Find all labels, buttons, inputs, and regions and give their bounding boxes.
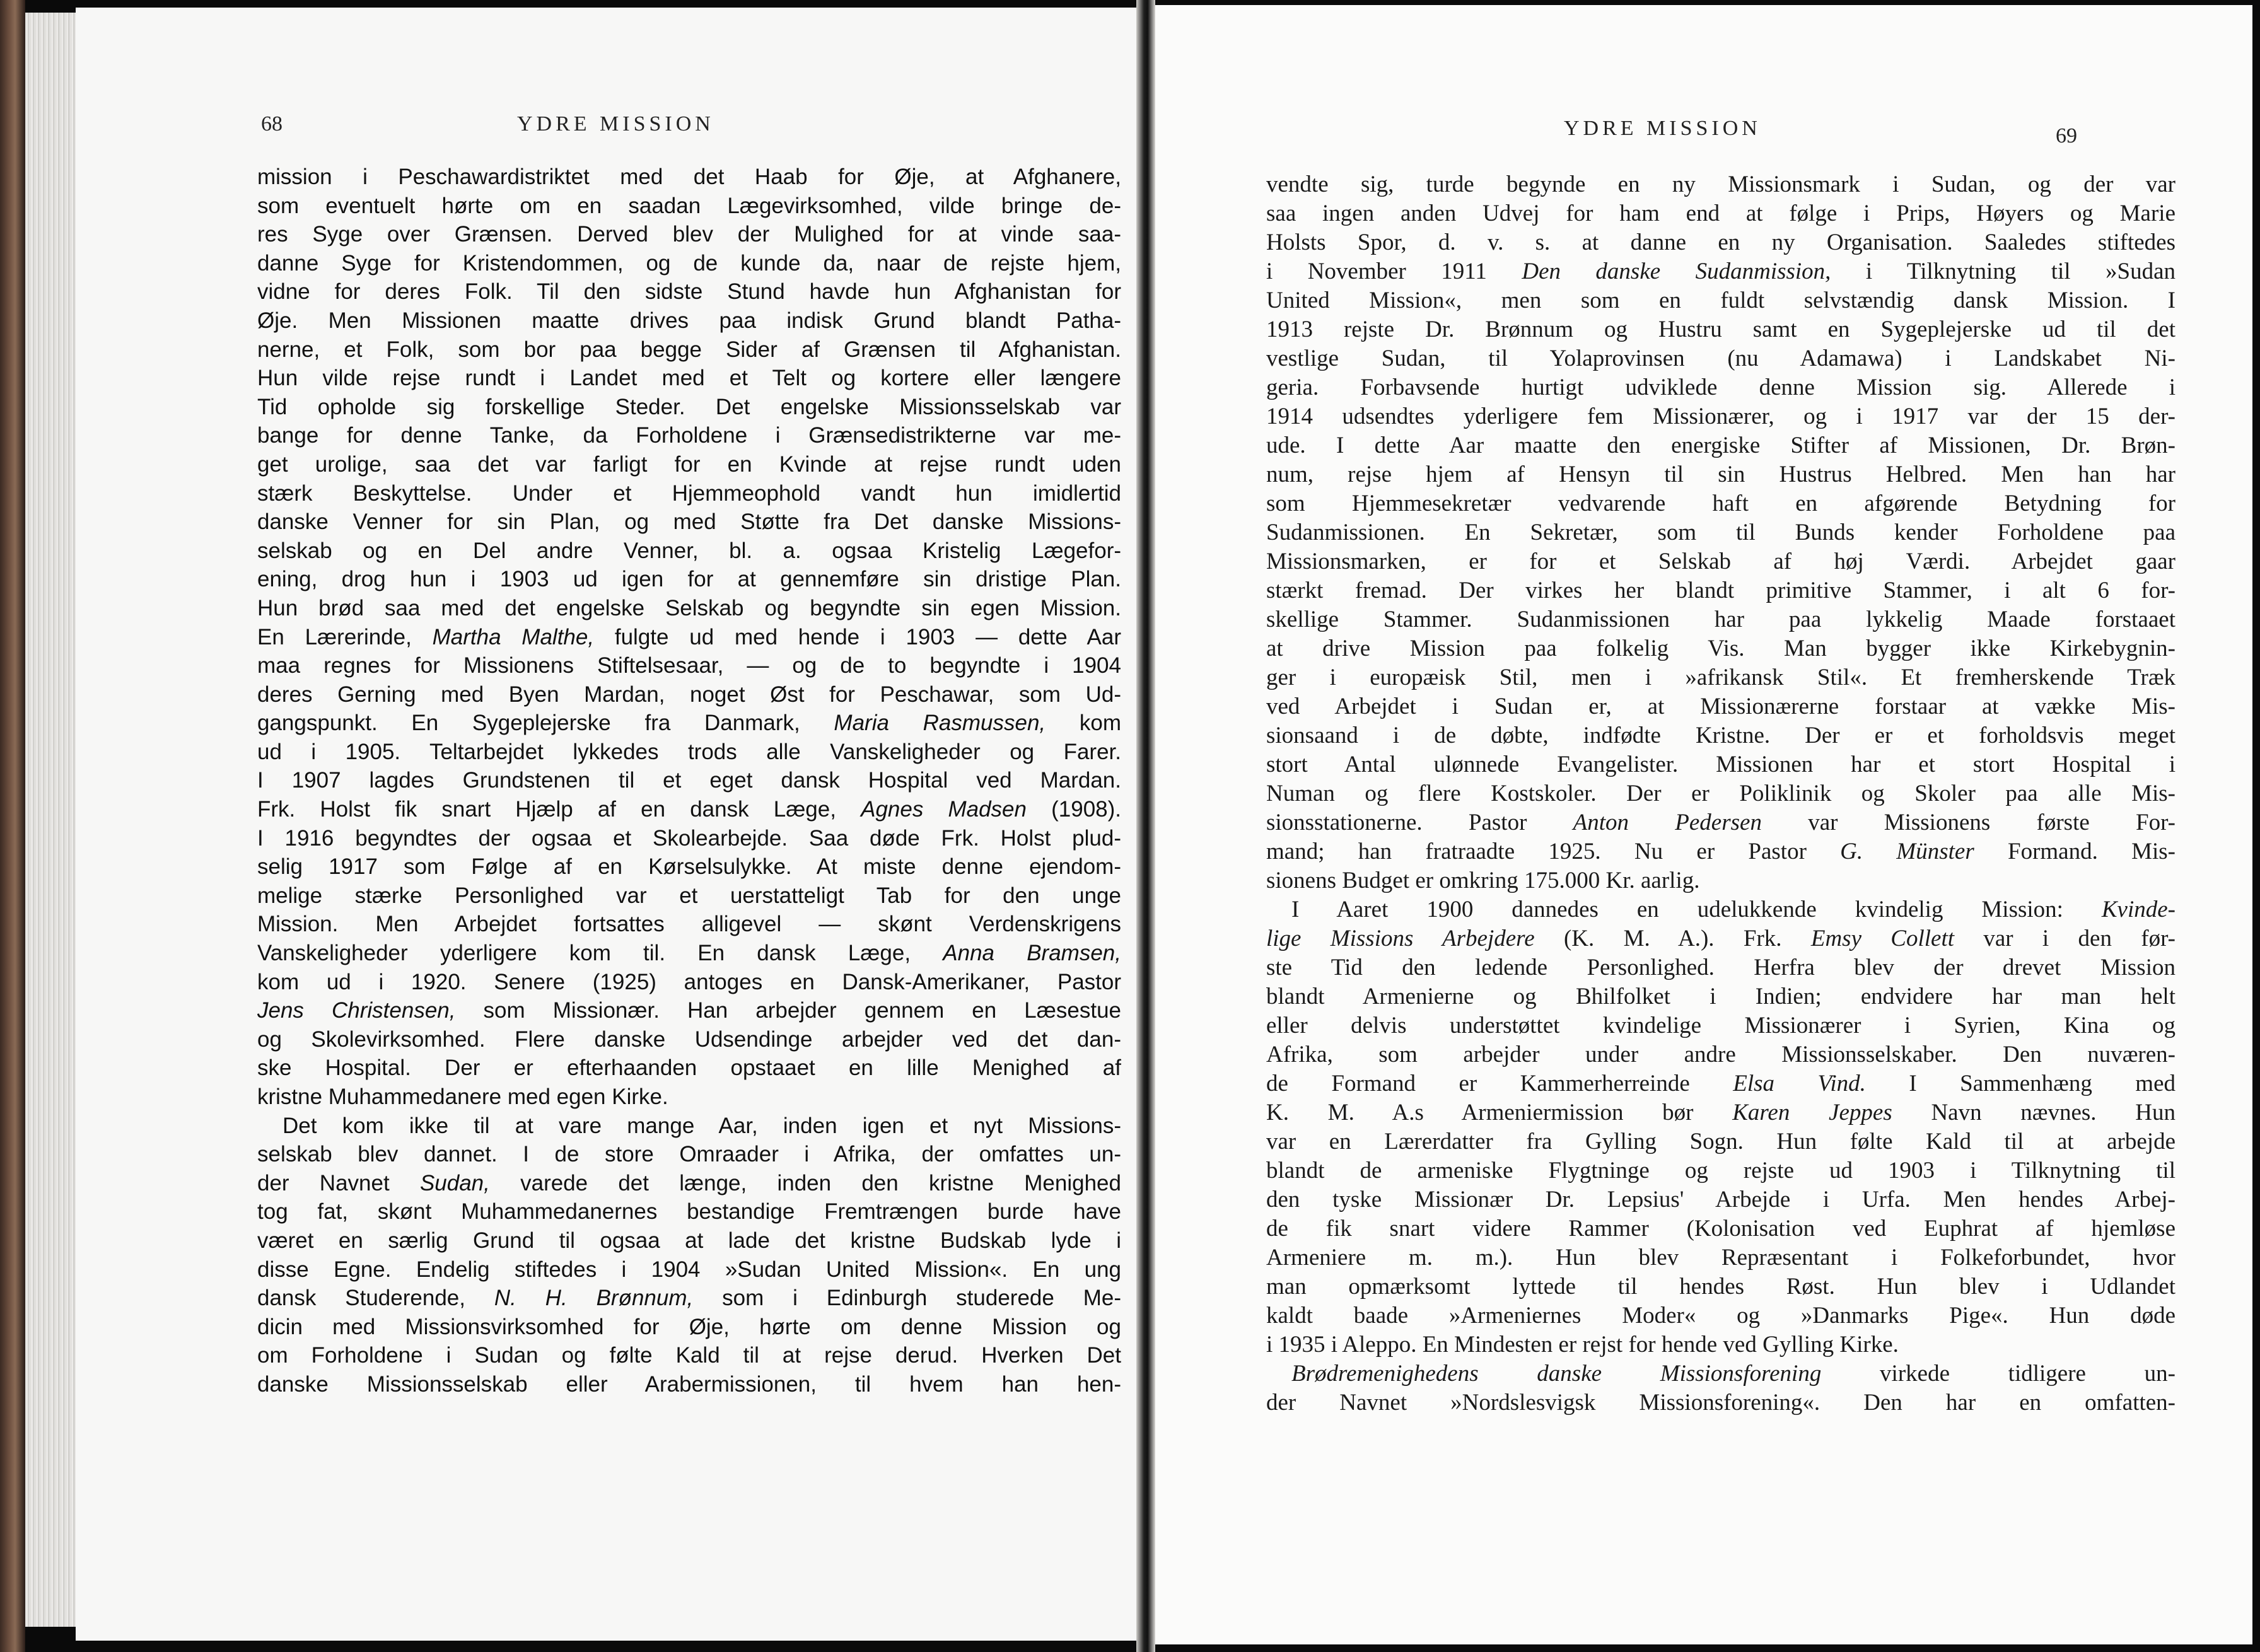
text-run: maa regnes for Missionens Stiftelsesaar, — og de to begyndte i 1904 (257, 653, 1121, 678)
text-run: En Lærerinde, (257, 624, 433, 649)
text-run: vestlige Sudan, til Yolaprovinsen (nu Adamawa) i Landskabet Ni- (1266, 346, 2176, 371)
italic-name: Kvinde- (2101, 897, 2176, 922)
text-run: I Aaret 1900 dannedes en udelukkende kvindelig Mission: (1291, 897, 2102, 922)
text-run: Missionsmarken, er for et Selskab af høj Værdi. Arbejdet gaar (1266, 549, 2176, 574)
text-run: vendte sig, turde begynde en ny Missionsmark i Sudan, og der var (1266, 172, 2176, 197)
text-run: Hun brød saa med det engelske Selskab og begyndte sin egen Mission. (257, 595, 1121, 620)
text-run: Tid opholde sig forskellige Steder. Det engelske Missionsselskab var (257, 394, 1121, 419)
text-run: nerne, et Folk, som bor paa begge Sider af Grænsen til Afghanistan. (257, 337, 1121, 362)
text-run: num, rejse hjem af Hensyn til sin Hustrus Helbred. Men han har (1266, 462, 2176, 487)
text-run: deres Gerning med Byen Mardan, noget Øst for Peschawar, som Ud- (257, 682, 1121, 707)
text-run: varede det længe, inden den kristne Menighed (489, 1170, 1121, 1195)
text-line (1266, 1185, 2176, 1214)
running-title: YDRE MISSION (517, 112, 714, 136)
text-run: kaldt baade »Armeniernes Moder« og »Danmarks Pige«. Hun døde (1266, 1303, 2176, 1329)
text-line (1266, 1388, 2176, 1417)
italic-name: Brødremenighedens danske Missionsforening (1291, 1361, 1822, 1387)
text-run: Mission. Men Arbejdet fortsattes alligevel — skønt Verdenskrigens (257, 912, 1121, 937)
text-run: selskab og en Del andre Venner, bl. a. ogsaa Kristelig Lægefor- (257, 538, 1121, 563)
text-line (257, 1083, 1121, 1112)
text-run: get urolige, saa det var farligt for en Kvinde at rejse rundt uden (257, 451, 1121, 477)
text-run: blandt Armenierne og Bhilfolket i Indien; endvidere har man helt (1266, 984, 2176, 1009)
text-run: ske Hospital. Der er efterhaanden opstaaet en lille Menighed af (257, 1056, 1121, 1081)
text-line (257, 824, 1121, 853)
text-run: stort Antal ulønnede Evangelister. Missionen har et stort Hospital i (1266, 752, 2176, 777)
text-run: var i den før- (1954, 926, 2176, 951)
text-line (1266, 547, 2176, 576)
text-run: den tyske Missionær Dr. Lepsius' Arbejde i Urfa. Men hendes Arbej- (1266, 1187, 2176, 1213)
italic-name: Elsa Vind. (1733, 1071, 1866, 1096)
italic-name: Maria Rasmussen, (834, 711, 1046, 736)
text-line (1266, 1156, 2176, 1185)
text-run: i 1935 i Aleppo. En Mindesten er rejst for hende ved Gylling Kirke. (1266, 1332, 1899, 1358)
text-run: stærk Beskyttelse. Under et Hjemmeophold vandt hun imidlertid (257, 480, 1121, 506)
text-run: Øje. Men Missionen maatte drives paa indisk Grund blandt Patha- (257, 308, 1121, 333)
text-run: kristne Muhammedanere med egen Kirke. (257, 1085, 668, 1109)
text-line (257, 795, 1121, 824)
text-run: Navn nævnes. Hun (1892, 1100, 2176, 1126)
text-line (1266, 460, 2176, 489)
text-line (1266, 924, 2176, 953)
text-line (257, 163, 1121, 192)
text-run: de Formand er Kammerherreinde (1266, 1071, 1733, 1096)
text-run: som Missionær. Han arbejder gennem en Læsestue (455, 998, 1121, 1023)
text-line (1266, 257, 2176, 286)
text-line (1266, 779, 2176, 808)
text-run: res Syge over Grænsen. Derved blev der Mulighed for at vinde saa- (257, 222, 1121, 247)
text-run: danske Missionsselskab eller Arabermissionen, til hvem han hen- (257, 1371, 1121, 1397)
text-line (1266, 402, 2176, 431)
text-line (1266, 750, 2176, 779)
text-run: i Tilknytning til »Sudan (1831, 259, 2176, 284)
text-line (257, 709, 1121, 738)
text-run: kom (1046, 711, 1121, 736)
text-line (1266, 663, 2176, 692)
running-title: YDRE MISSION (1564, 117, 1761, 140)
page-stack (25, 13, 76, 1627)
text-run: Afrika, som arbejder under andre Missionsselskaber. Den nuværen- (1266, 1042, 2176, 1067)
text-line (257, 306, 1121, 335)
italic-name: Sudan, (419, 1170, 490, 1195)
text-run: Holsts Spor, d. v. s. at danne en ny Organisation. Saaledes stiftedes (1266, 230, 2176, 255)
text-line (1266, 808, 2176, 837)
text-run: dicin med Missionsvirksomhed for Øje, hørte om denne Mission og (257, 1314, 1121, 1339)
page-number: 69 (2056, 124, 2077, 148)
text-line (1266, 373, 2176, 402)
text-run: var Missionens første For- (1761, 810, 2176, 835)
text-run: kom ud i 1920. Senere (1925) antoges en Dansk-Amerikaner, Pastor (257, 969, 1121, 994)
text-line (257, 249, 1121, 278)
text-run: bange for denne Tanke, da Forholdene i Grænsedistrikterne var me- (257, 423, 1121, 448)
text-run: ening, drog hun i 1903 ud igen for at gennemføre sin dristige Plan. (257, 567, 1121, 592)
text-run: (1908). (1026, 797, 1121, 822)
text-line (257, 680, 1121, 709)
text-line (1266, 170, 2176, 199)
text-run: i November 1911 (1266, 259, 1522, 284)
text-run: ger i europæisk Stil, men i »afrikansk Stil«. Et fremherskende Træk (1266, 665, 2176, 690)
text-run: og Skolevirksomhed. Flere danske Udsendinge arbejder ved det dan- (257, 1027, 1121, 1052)
text-line (257, 738, 1121, 767)
text-run: mission i Peschawardistriktet med det Haab for Øje, at Afghanere, (257, 165, 1121, 189)
text-line (257, 939, 1121, 968)
text-line (257, 479, 1121, 508)
text-line (1266, 576, 2176, 605)
text-run: I 1916 begyndtes der ogsaa et Skolearbejde. Saa døde Frk. Holst plud- (257, 825, 1121, 851)
text-line (1266, 1011, 2176, 1040)
body-text (1266, 170, 2176, 1417)
text-line (257, 508, 1121, 537)
text-line (257, 881, 1121, 910)
text-line (257, 910, 1121, 939)
text-line (1266, 982, 2176, 1011)
text-line (1266, 1272, 2176, 1301)
text-line (257, 1284, 1121, 1313)
text-run: som i Edinburgh studerede Me- (693, 1286, 1121, 1311)
text-run: selig 1917 som Følge af en Kørselsulykke. At miste denne ejendom- (257, 854, 1121, 880)
text-run: Hun vilde rejse rundt i Landet med et Telt og kortere eller længere (257, 366, 1121, 391)
italic-name: Karen Jeppes (1732, 1100, 1892, 1126)
text-run: K. M. A.s Armeniermission bør (1266, 1100, 1733, 1126)
italic-name: Martha Malthe, (432, 624, 595, 649)
text-run: sionsaand i de døbte, indfødte Kristne. Der er et forholdsvis meget (1266, 723, 2176, 748)
text-run: om Forholdene i Sudan og følte Kald til at rejse derud. Hverken Det (257, 1343, 1121, 1368)
text-line (1266, 1330, 2176, 1359)
text-line (257, 1169, 1121, 1198)
text-line (257, 651, 1121, 680)
italic-name: N. H. Brønnum, (494, 1286, 694, 1311)
text-line (257, 594, 1121, 623)
text-line (257, 1112, 1121, 1141)
text-line (257, 1197, 1121, 1226)
text-line (257, 393, 1121, 422)
text-run: ved Arbejdet i Sudan er, at Missionærerne forstaar at vække Mis- (1266, 694, 2176, 719)
text-run: virkede tidligere un- (1821, 1361, 2176, 1387)
text-line (257, 1140, 1121, 1169)
text-line (257, 968, 1121, 997)
text-run: danske Venner for sin Plan, og med Støtte fra Det danske Missions- (257, 509, 1121, 535)
text-run: Det kom ikke til at vare mange Aar, inden igen et nyt Missions- (282, 1113, 1121, 1138)
text-line (1266, 1243, 2176, 1272)
text-run: danne Syge for Kristendommen, og de kunde da, naar de rejste hjem, (257, 250, 1121, 276)
text-run: ud i 1905. Teltarbejdet lykkedes trods alle Vanskeligheder og Farer. (257, 739, 1121, 764)
text-line (1266, 199, 2176, 228)
text-run: der Navnet »Nordslesvigsk Missionsforening«. Den har en omfatten- (1266, 1390, 2176, 1416)
text-run: fulgte ud med hende i 1903 — dette Aar (594, 624, 1121, 649)
text-line (1266, 1359, 2176, 1388)
text-line (257, 1054, 1121, 1083)
text-run: Vanskeligheder yderligere kom til. En dansk Læge, (257, 941, 943, 966)
text-run: man opmærksomt lyttede til hendes Røst. Hun blev i Udlandet (1266, 1274, 2176, 1300)
text-run: der Navnet (257, 1170, 420, 1195)
text-run: stærkt fremad. Der virkes her blandt primitive Stammer, i alt 6 for- (1266, 578, 2176, 603)
text-line (1266, 286, 2176, 315)
text-run: I Sammenhæng med (1865, 1071, 2176, 1096)
text-line (257, 1025, 1121, 1054)
text-run: Numan og flere Kostskoler. Der er Poliklinik og Skoler paa alle Mis- (1266, 781, 2176, 806)
text-run: United Mission«, men som en fuldt selvstændig dansk Mission. I (1266, 288, 2176, 313)
text-line (1266, 1301, 2176, 1330)
text-run: vidne for deres Folk. Til den sidste Stund havde hun Afghanistan for (257, 279, 1121, 305)
text-line (257, 1313, 1121, 1342)
text-line (1266, 721, 2176, 750)
text-run: ude. I dette Aar maatte den energiske Stifter af Missionen, Dr. Brøn- (1266, 433, 2176, 458)
text-line (257, 421, 1121, 450)
text-line (1266, 895, 2176, 924)
left-page (76, 8, 1136, 1641)
text-line (257, 1370, 1121, 1399)
text-run: melige stærke Personlighed var et uerstatteligt Tab for den unge (257, 883, 1121, 908)
text-run: sionsstationerne. Pastor (1266, 810, 1573, 835)
text-line (1266, 431, 2176, 460)
text-line (257, 335, 1121, 364)
text-run: saa ingen anden Udvej for ham end at følge i Prips, Høyers og Marie (1266, 201, 2176, 226)
text-run: selskab blev dannet. I de store Omraader i Afrika, der omfattes un- (257, 1142, 1121, 1167)
text-run: geria. Forbavsende hurtigt udviklede denne Mission sig. Allerede i (1266, 375, 2176, 400)
italic-name: Anton Pedersen (1573, 810, 1762, 835)
italic-name: Agnes Madsen (861, 797, 1027, 822)
text-run: disse Egne. Endelig stiftedes i 1904 »Sudan United Mission«. En ung (257, 1257, 1121, 1282)
text-line (1266, 1214, 2176, 1243)
text-run: eller delvis understøttet kvindelige Missionærer i Syrien, Kina og (1266, 1013, 2176, 1038)
text-run: været en særlig Grund til ogsaa at lade det kristne Budskab lyde i (257, 1228, 1121, 1253)
text-run: skellige Stammer. Sudanmissionen har paa lykkelig Maade forstaaet (1266, 607, 2176, 632)
text-line (1266, 605, 2176, 634)
text-line (1266, 1127, 2176, 1156)
text-line (1266, 228, 2176, 257)
italic-name: Jens Christensen, (257, 998, 456, 1023)
text-run: de fik snart videre Rammer (Kolonisation ved Euphrat af hjemløse (1266, 1216, 2176, 1242)
text-line (257, 1341, 1121, 1370)
italic-name: lige Missions Arbejdere (1266, 926, 1535, 951)
text-line (257, 537, 1121, 566)
text-line (1266, 315, 2176, 344)
text-run: tog fat, skønt Muhammedanernes bestandige Fremtrængen burde have (257, 1199, 1121, 1224)
text-line (257, 852, 1121, 881)
text-run: I 1907 lagdes Grundstenen til et eget dansk Hospital ved Mardan. (257, 768, 1121, 793)
text-run: Formand. Mis- (1974, 839, 2176, 864)
text-line (1266, 634, 2176, 663)
text-line (1266, 518, 2176, 547)
text-run: gangspunkt. En Sygeplejerske fra Danmark, (257, 711, 834, 736)
text-run: blandt de armeniske Flygtninge og rejste ud 1903 i Tilknytning til (1266, 1158, 2176, 1184)
text-line (257, 996, 1121, 1025)
text-line (257, 1255, 1121, 1284)
text-line (1266, 489, 2176, 518)
text-run: at drive Mission paa folkelig Vis. Man bygger ikke Kirkebygnin- (1266, 636, 2176, 661)
text-line (257, 192, 1121, 221)
text-run: dansk Studerende, (257, 1286, 494, 1311)
text-line (257, 220, 1121, 249)
text-run: mand; han fratraadte 1925. Nu er Pastor (1266, 839, 1841, 864)
text-run: 1914 udsendtes yderligere fem Missionærer, og i 1917 var der 15 der- (1266, 404, 2176, 429)
text-run: var en Lærerdatter fra Gylling Sogn. Hun følte Kald til at arbejde (1266, 1129, 2176, 1155)
text-run: 1913 rejste Dr. Brønnum og Hustru samt en Sygeplejerske ud til det (1266, 317, 2176, 342)
text-line (1266, 866, 2176, 895)
body-text (257, 163, 1121, 1399)
text-line (257, 364, 1121, 393)
text-line (257, 766, 1121, 795)
italic-name: Anna Bramsen, (943, 941, 1121, 966)
text-line (1266, 1069, 2176, 1098)
text-line (1266, 837, 2176, 866)
text-run: sionens Budget er omkring 175.000 Kr. aarlig. (1266, 868, 1700, 893)
text-run: Frk. Holst fik snart Hjælp af en dansk Læge, (257, 797, 861, 822)
page-number: 68 (261, 112, 282, 136)
text-run: ste Tid den ledende Personlighed. Herfra blev der drevet Mission (1266, 955, 2176, 980)
book-gutter (1136, 0, 1155, 1652)
right-page (1155, 5, 2252, 1644)
text-line (257, 450, 1121, 479)
italic-name: G. Münster (1840, 839, 1974, 864)
italic-name: Emsy Collett (1810, 926, 1955, 951)
text-run: Sudanmissionen. En Sekretær, som til Bunds kender Forholdene paa (1266, 520, 2176, 545)
text-line (1266, 1098, 2176, 1127)
text-line (1266, 953, 2176, 982)
text-line (257, 623, 1121, 652)
text-line (1266, 692, 2176, 721)
text-run: som Hjemmesekretær vedvarende haft en afgørende Betydning for (1266, 491, 2176, 516)
text-run: (K. M. A.). Frk. (1534, 926, 1811, 951)
book-edge (0, 0, 25, 1652)
text-run: Armeniere m. m.). Hun blev Repræsentant i Folkeforbundet, hvor (1266, 1245, 2176, 1271)
text-line (1266, 1040, 2176, 1069)
text-line (257, 277, 1121, 306)
text-line (257, 1226, 1121, 1255)
text-line (257, 565, 1121, 594)
text-line (1266, 344, 2176, 373)
text-run: som eventuelt hørte om en saadan Lægevirksomhed, vilde bringe de- (257, 193, 1121, 218)
italic-name: Den danske Sudanmission, (1522, 259, 1831, 284)
